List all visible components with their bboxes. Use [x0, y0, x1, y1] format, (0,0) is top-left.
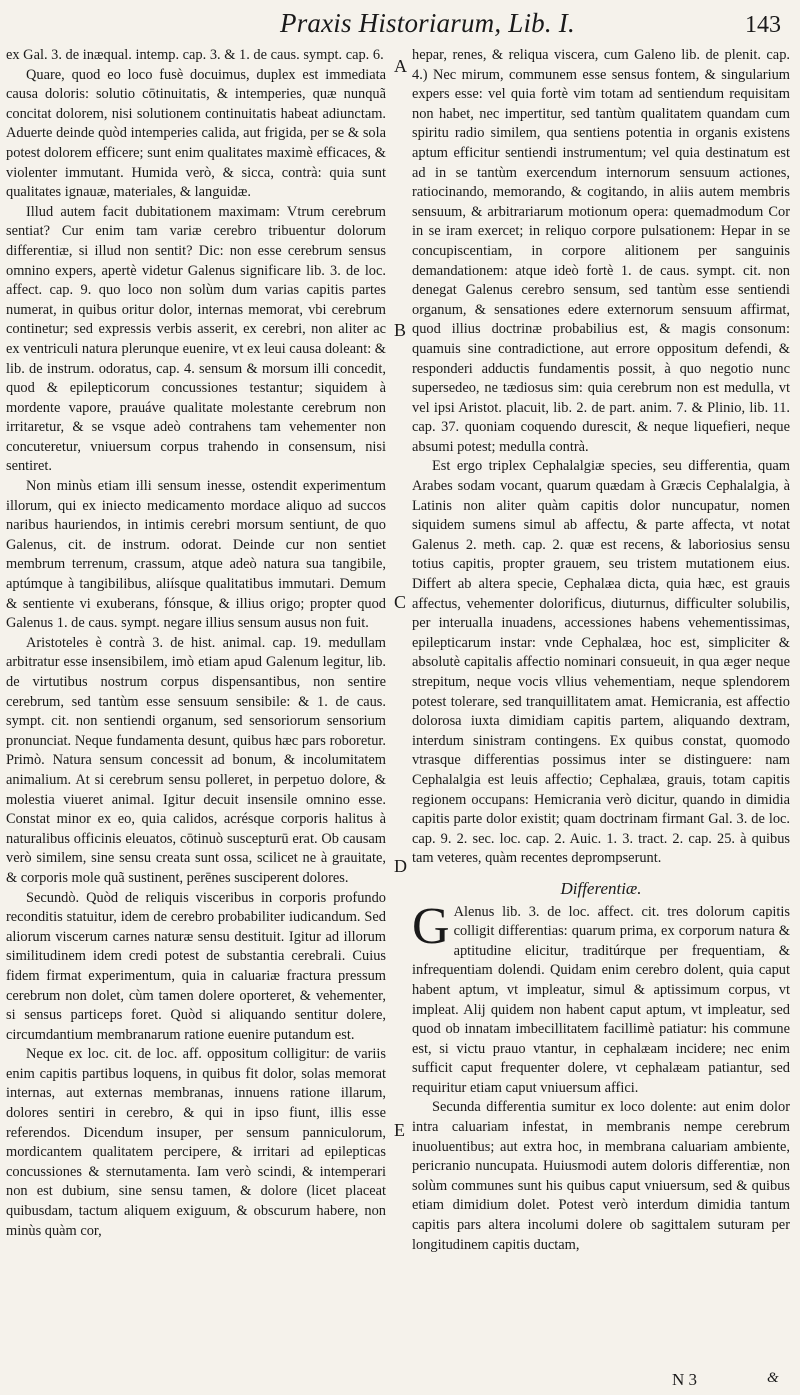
- signature-mark: N 3: [672, 1370, 698, 1389]
- drop-cap: G: [412, 897, 450, 955]
- page-header: [0, 6, 800, 44]
- left-paragraph-3: Illud autem facit dubitationem maximam: Vtrum cerebrum sentiat? Cur enim tam variæ cerebro tribuentur dolorum differentiæ, si illud non sentit? Dic: non esse cerebrum sensus omnino expers, apertè videtur Galenus significare lib. 3. de loc. affect. cap. 9. quo loco non solùm dum varias capitis partes numerat, in quibus oritur dolor, internas memorat, vbi cerebrum continetur; sed expressis verbis asserit, ex cerebri, non aliter ac ex ventriculi natura plerunque euenire, vt ex leui causa doleant: & lib. de instrum. odoratus, cap. 4. sensum & morsum illi concedit, quod & epilepticorum concussiones testantur; siquidem à mordente vapore, prauáve qualitate molestante cerebrum non irritaretur, & se vsque adeò contrahens tam vehementer non concuteretur, vniuersum corpus trahendo in consensum, nisi sentiret.: [6, 203, 387, 475]
- left-paragraph-1: ex Gal. 3. de inæqual. intemp. cap. 3. & 1. de caus. sympt. cap. 6.: [6, 47, 384, 63]
- left-paragraph-5: Aristoteles è contrà 3. de hist. animal. cap. 19. medullam arbitratur esse insensibilem, imò etiam apud Galenum legitur, lib. de virtutibus nostrum corpus dispensantibus, non sentire cerebrum, sed tantùm esse sensuum sensibile: & 1. de caus. sympt. cit. non sentiendi organum, sed sensoriorum sensorium pronunciat. Neque fundamenta desunt, quibus hæc pars roboretur. Primò. Natura sensum concessit ad bonum, & incolumitatem animalium. At si cerebrum sensu polleret, in perpetuo dolore, & molestia viueret animal. Igitur decuit insensile omnino esse. Constat minor ex eo, quia calidos, acrésque corporis halitus à naturalibus officinis eleuatos, cōtinuò suscepturū erat. Ob causam verò similem, sine sensu creata sunt ossa, scilicet ne à grauitate, & corporis mole quã sustinent, perēnes susciperent dolores.: [6, 634, 386, 886]
- right-paragraph-3: [412, 897, 790, 1099]
- left-paragraph-6: Secundò. Quòd de reliquis visceribus in corporis profundo reconditis statuitur, idem de cerebro probabiliter iudicandum. Sed aliorum viscerum carnes naturæ sensu destituit. Igitur ad illorum similitudinem idem credi potest de substantia cerebrali. Cuius fidem firmat experimentum, quia in caluariæ fractura pressum cerebrum non dolet, cùm tamen dolere oporteret, & vehementer, si sensus particeps foret. Quòd si aliquando sentitur dolere, circumdantium membranarum ratione euenire putandum est.: [6, 889, 386, 1043]
- left-column: [6, 46, 386, 1241]
- margin-marker-a: A: [394, 56, 407, 76]
- margin-marker-c: C: [394, 592, 407, 612]
- running-title: Praxis Historiarum, Lib. I.: [280, 8, 575, 38]
- left-paragraph-2: Quare, quod eo loco fusè docuimus, duplex est immediata causa doloris: solutio cōtinuitatis, & intemperies, quæ nunquã concitat dolorem, nisi solutionem continuitatis habeat adiunctam. Aduerte deinde quòd intemperies calida, aut frigida, per se & sola potest dolorem efficere; sunt enim qualitates maximè efficaces, & violenter immutant. Humida verò, & sicca, contrà: quia sunt qualitates ignauæ, materiales, & languidæ.: [6, 66, 386, 201]
- right-paragraph-3-text: Alenus lib. 3. de loc. affect. cit. tres dolorum capitis colligit differentias: quarum prima, ex corporum natura & aptitudine elicitur, traditúrque per frequentiam, & infrequentiam dolendi. Quidam enim cerebro dolent, quia caput habent aptum, vt impleatur, simul & aptissimum corpus, vt impleat. Alij quidem non habent caput aptum, vt impleatur, sed quod ob innatam imbecillitatem facillimè patiatur: his commune est, si victu prauo vtantur, in cephalæam incidere; nec enim sufficit caput frequenter dolere, vt cephalæam patiantur, sed requiritur etiam caput vniuersum affici.: [412, 903, 790, 1096]
- section-heading: Differentiæ.: [560, 878, 642, 898]
- right-paragraph-2: Est ergo triplex Cephalalgiæ species, seu differentia, quam Arabes sodam vocant, quarum quædam à Græcis Cephalalgia, à Latinis non aliter quàm capitis dolor nuncupatur, nomen siquidem sumens simul ab affectu, & parte affecta, vt notat Galenus 2. meth. cap. 2. quæ est recens, & laboriosius sensu totius capitis, propter grauem, seu tristem mutationem eius. Differt ab altera specie, Cephalæa dicta, quia hæc, est grauis affectus, vehementer dolorificus, diuturnus, difficulter solubilis, per interualla inuadens, accessiones habens vehementissimas, epilepticarum instar: vnde Cephalæa, hoc est, simpliciter & absolutè capitalis affectio nominari consueuit, in qua æger neque strepitum, neque vocis vllius vehementiam, neque splendorem potest tolerare, sed tranquillitatem amat. Hemicrania, est affectio dolorosa iuxta dimidiam capitis partem, aliquando dextram, interdum sinistram contingens. Ex quibus constat, quomodo vtrasque differentias possimus inter se distinguere: nam Cephalalgia est leuis affectio; Cephalæa, grauis, totam capitis regionem occupans: Hemicrania verò dicitur, quando in dimidia capitis parte dolor existit; quam doctrinam firmant Gal. 3. de loc. cap. 9. 2. sec. loc. cap. 2. Auic. 1. 3. tract. 2. cap. 25. à quibus tam veteres, quàm recentes deprompserunt.: [412, 458, 790, 867]
- margin-marker-b: B: [394, 320, 407, 340]
- right-column: [412, 46, 790, 1255]
- margin-marker-e: E: [394, 1120, 405, 1140]
- page-number: 143: [745, 12, 781, 38]
- right-paragraph-1: hepar, renes, & reliqua viscera, cum Galeno lib. de plenit. cap. 4.) Nec mirum, communem esse sensus fontem, & singularium expers esse: vel quia fortè vim totam ad sentiendum requisitam non habet, nec impertitur, sed tantùm qualitatem quandam cum spiritu radio similem, qua sentiens potentia in organis existens aptum efficitur sentiendi instrumentum; vel quia destinatum est ad in se tantùm exercendum internorum sensuum actiones, ratiocinando, memorando, & cogitando, in aliis autem membris sensuum, & arbitrariarum motionum opera: quemadmodum Cor in se iram exercet; in reliquo corpore pulsationem: Hepar in se concupiscentiam, in corpore alitionem per sanguinis demandationem: atque ideò fortè 1. de caus. sympt. cit. non denegat Galenus cerebro sensum, sed tantùm esse sentiendi organum, & sensationes edere externorum sensuum affirmat, quod illius doctrinæ probabilius est, & magis consonum: quamuis sine contradictione, aut errore oppositum defendi, & responderi adductis fundamentis possit, à quo negotio nunc supersedeo, ne tædiosus sim: quia cerebrum non est medulla, vt vel ipsi Aristot. placuit, lib. 2. de part. anim. 7. & Plinio, lib. 11. cap. 37. quoniam coquendo durescit, & neque liquefieri, neque absumi potest; medulla contrà.: [412, 47, 790, 455]
- right-paragraph-4: Secunda differentia sumitur ex loco dolente: aut enim dolor intra caluariam infestat, in membranis nempe cerebrum inuoluentibus; aut extra hoc, in membrana caluariam ambiente, pericranio nuncupata. Huiusmodi autem doloris differentiæ, non solùm communes sunt his quibus caput vniuersum, sed & quibus etiam dimidium dolet. Potest verò interdum dimidia tantum capitis pars altera incolumi dolere ob sagittalem suturam per longitudinem capitis ductam,: [412, 1099, 790, 1253]
- left-paragraph-4: Non minùs etiam illi sensum inesse, ostendit experimentum illorum, qui ex iniecto medicamento mordace aliquo ad succos naribus hauriendos, in intimis cerebri morsum sentiunt, de quo Galenus, cit. de instrum. odorat. Deinde cur non sentiet membrum terrenum, crassum, atque adeò natura sua tangibile, aptúmque à tangibilibus, aliísque qualitatibus immutari. Demum & sentiente vi exuberans, fónsque, & illius origo; propter quod Galenus 1. de caus. sympt. negare illius sensum ausus non fuit.: [6, 478, 386, 632]
- catchword: &: [767, 1370, 779, 1386]
- margin-marker-d: D: [394, 856, 407, 876]
- left-paragraph-7: Neque ex loc. cit. de loc. aff. oppositum colligitur: de variis enim capitis partibus loquens, in quibus fit dolor, solas memorat internas, aut externas membranas, innuens ratione illarum, dolores sentiri in cerebro, & qui in ipso fiunt, illis esse referendos. Dicendum insuper, per sensum panniculorum, mordicantem qualitatem percipere, & irritari ad epilepticas concussiones & sternutamenta. Iam verò scindi, & intemperari non est dubium, sine sensu tamen, & dolore (licet placeat quibusdam, tactum aliquem exiguum, & obscurum habere, non minùs quàm cor,: [6, 1046, 386, 1239]
